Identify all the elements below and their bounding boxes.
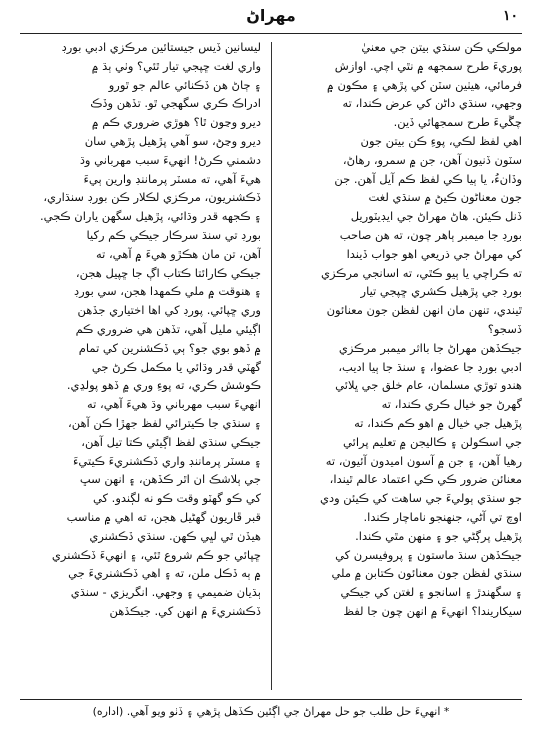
text-line: اهي لفظ لڪي، پوءِ ڪن بيتن جون: [360, 133, 522, 148]
text-line: هيڏن ٿي لڀي ڪهن. سنڌي ڏڪشنري: [89, 528, 261, 543]
text-line: جيڪڏهن مهراڻ جا بااثر ميمبر مرڪزي: [338, 340, 522, 355]
text-line: پڙهيل جي خيال ۾ اهو ڪم ڪندا، ته: [354, 415, 522, 430]
text-line: جي ٻلاشڪ ان اٿر ڪڏهن، ۽ انهن سڀ: [79, 472, 261, 487]
text-line: معنائن ضرور ڪي ڪي اعتماد عالم ٿيندا،: [329, 472, 522, 487]
right-column: [281, 38, 522, 694]
text-line: اوچ تي آڻي، جنهنجو ناماچار ڪندا.: [363, 509, 522, 524]
text-line: اڳيئي مليل آهي، تڏهن هي ضروري ڪم: [75, 321, 261, 336]
page-header: [20, 6, 522, 30]
text-line: ڏڪشنريءَ ۾ انهن کي. جيڪڏهن: [109, 603, 261, 618]
text-line: جيڪي ڪارائتا ڪتاب اڳ جا ڇپيل هجن،: [75, 265, 261, 280]
text-line: بورڊ جا ميمبر ٻاهر چون، ته هن صاحب: [339, 227, 522, 242]
text-line: ۽ سنڌي جا ڪيترائي لفظ جهڙا ڪن آهن،: [68, 415, 261, 430]
text-line: ۽ ڄاڻ هن ڏڪنائي عالم جو ٿورو: [108, 77, 261, 92]
text-line: پوريءَ طرح سمجهه ۾ نٿي اچي. اوازش: [334, 58, 522, 73]
text-line: چڱيءَ طرح سمجهائي ڏين.: [393, 115, 522, 130]
text-line: ۾ ڏهو بوي جو؟ ٻي ڏڪشنرين کي تمام: [78, 340, 261, 355]
left-column: [20, 38, 261, 694]
text-line: کي ڪو گهٽو وقت ڪو نه لڳندو. کي: [92, 491, 261, 506]
text-line: فرمائي، هيٺين سٽن کي پڙهي ۽ مڪون ۾: [327, 77, 522, 92]
text-line: قبر ڦاريون گهڻيل هجن، ته اهي ۾ مناسب: [66, 509, 261, 524]
text-line: ڪوشش ڪري، ته پوءِ وري ۾ ڏهو پولڍي.: [66, 378, 261, 393]
text-line: وري ڇپائي. پورڊ کي اها اختياري جڏهن: [77, 303, 261, 318]
text-line: ۾ ٻه ڏڪل ملن، ته ۽ اهي ڏڪشنريءَ جي: [68, 566, 261, 581]
text-line: بورڊ جي پڙهيل ڪشري ڇپجي تيار: [360, 284, 522, 299]
text-line: ڏنل ڪيئن. هاڻ مهراڻ جي ايڊيٽوريل: [350, 209, 522, 224]
text-line: پڙهيل پرڳڻي جو ۽ منهن مٿي ڪندا.: [355, 528, 522, 543]
text-line: جيڪي سنڌي لفظ اڳيئي ڪتا تيل آهن،: [81, 434, 261, 449]
text-line: ڏسجو؟: [487, 321, 522, 336]
text-line: کي مهراڻ جي ذريعي اهو جواب ڏيندا: [346, 246, 522, 261]
text-line: جون معناڻون ڪيڻ ۾ سنڌي لغت: [368, 190, 522, 205]
text-line: ديرو وڃون ٿا؟ هوڙي ضروري ڪم ۾: [91, 115, 261, 130]
text-line: گهرڻ جو خيال ڪري ڪندا، ته: [381, 397, 522, 412]
column-divider: [271, 42, 272, 690]
text-line: ادبي بورڊ جا عضوا، ۽ سنڌ جا ٻيا اديب،: [338, 359, 522, 374]
text-line: ۽ هنوقت ۾ ملي ڪمهدا هجن، سي بورڊ: [73, 284, 261, 299]
page-number: ١٠: [502, 8, 518, 24]
page-title: مهراڻ: [246, 6, 296, 25]
text-line: وجهي، سنڌي داڻن کي عرض ڪندا، ته: [342, 96, 522, 111]
text-line: ۽ ڪجهه قدر وڌائي، پڙهيل سگهن ياران ڪجي.: [39, 209, 261, 224]
text-line: ۽ سگهندڙ ۽ اسانجو ۽ لغتن کي جيڪي: [340, 585, 522, 600]
text-line: رهيا آهن، ۽ جن ۾ آسون اميدون آئيون، ته: [325, 453, 522, 468]
text-line: دشمني ڪرڻ! انهيءَ سبب مهرباني وڌ: [79, 152, 261, 167]
text-line: واري لغت ڇپجي تيار ٿئي؟ وٺي ٻڌ ۾: [91, 58, 261, 73]
text-line: هندو توڙي مسلمان، عام خلق جي ڀلائي: [335, 378, 522, 393]
text-line: وڏانءُ، يا ٻيا ڪي لفظ ڪم آيل آهن. جن: [334, 171, 522, 186]
text-line: مولڪي ڪن سنڌي بيتن جي معنيٰ: [361, 40, 522, 54]
text-line: انهيءَ سبب مهرباني وڌ هيءَ آهي، ته: [87, 397, 261, 412]
text-line: ڏڪشنريون، مرڪزي لڪلار ڪن بورڊ سنڌاري،: [43, 190, 261, 205]
text-line: ته ڪراچي يا ٻيو ڪٿي، ته اسانجي مرڪزي: [321, 265, 522, 280]
text-line: سنڌي لفظن جون معنائون ڪتابن ۾ ملي: [331, 566, 522, 581]
text-line: سيکاريندا؟ انهيءَ ۾ انهن چون جا لفظ: [343, 603, 522, 618]
text-line: ٻڌيان ضميمي ۽ وجهي. انگريزي - سنڌي: [70, 585, 261, 600]
text-line: جي اسڪولن ۽ ڪاليجن ۾ تعليم پرائي: [343, 434, 522, 449]
text-line: بورڊ تي سنڌ سرڪار جيڪي ڪم رکيا: [86, 227, 261, 242]
text-line: جو سنڌي ٻوليءَ جي ساهت کي ڪيئن ودي: [319, 491, 522, 506]
text-line: ليسانين ڏيس جيستائين مرڪزي ادبي بورڊ: [61, 40, 261, 54]
text-line: ٿيندي، تنهن مان انهن لفظن جون معنائون: [326, 303, 522, 318]
text-line: ۽ مسٽر پرماننڊ واري ڏڪشنريءَ ڪيتيءَ: [73, 453, 261, 468]
text-line: ڇپائي جو ڪم شروع ٿئي، ۽ انهيءَ ڏڪشنري: [51, 547, 261, 562]
header-rule: [20, 33, 522, 34]
footnote-rule: [20, 699, 522, 700]
text-line: آهن، تن مان هڪڙو هيءَ ۾ آهي، ته: [95, 246, 261, 261]
footnote: * انهيءَ حل طلب جو حل مهراڻ جي اڳئين ڪڏهل پڙهي ۽ ڏٺو ويو آهي. (اداره): [92, 705, 450, 718]
text-line: ديرو وڃڻ، سو آهي پڙهيل پڙهي سان: [84, 133, 261, 148]
text-line: جيڪڏهن سنڌ ماستون ۽ پروفيسرن کي: [335, 547, 522, 562]
text-line: سٽون ڏنيون آهن، جن ۾ سمرو، رهاڻ،: [342, 152, 522, 167]
text-line: ادراڪ ڪري سگهجي ٿو. تڏهن وڏڪ: [90, 96, 261, 111]
text-line: هيءَ آهي، ته مسٽر پرماننڊ وارين ٻيءَ: [83, 171, 261, 186]
text-line: گهٽي قدر وڌائي يا مڪمل ڪرڻ جي: [91, 359, 261, 374]
